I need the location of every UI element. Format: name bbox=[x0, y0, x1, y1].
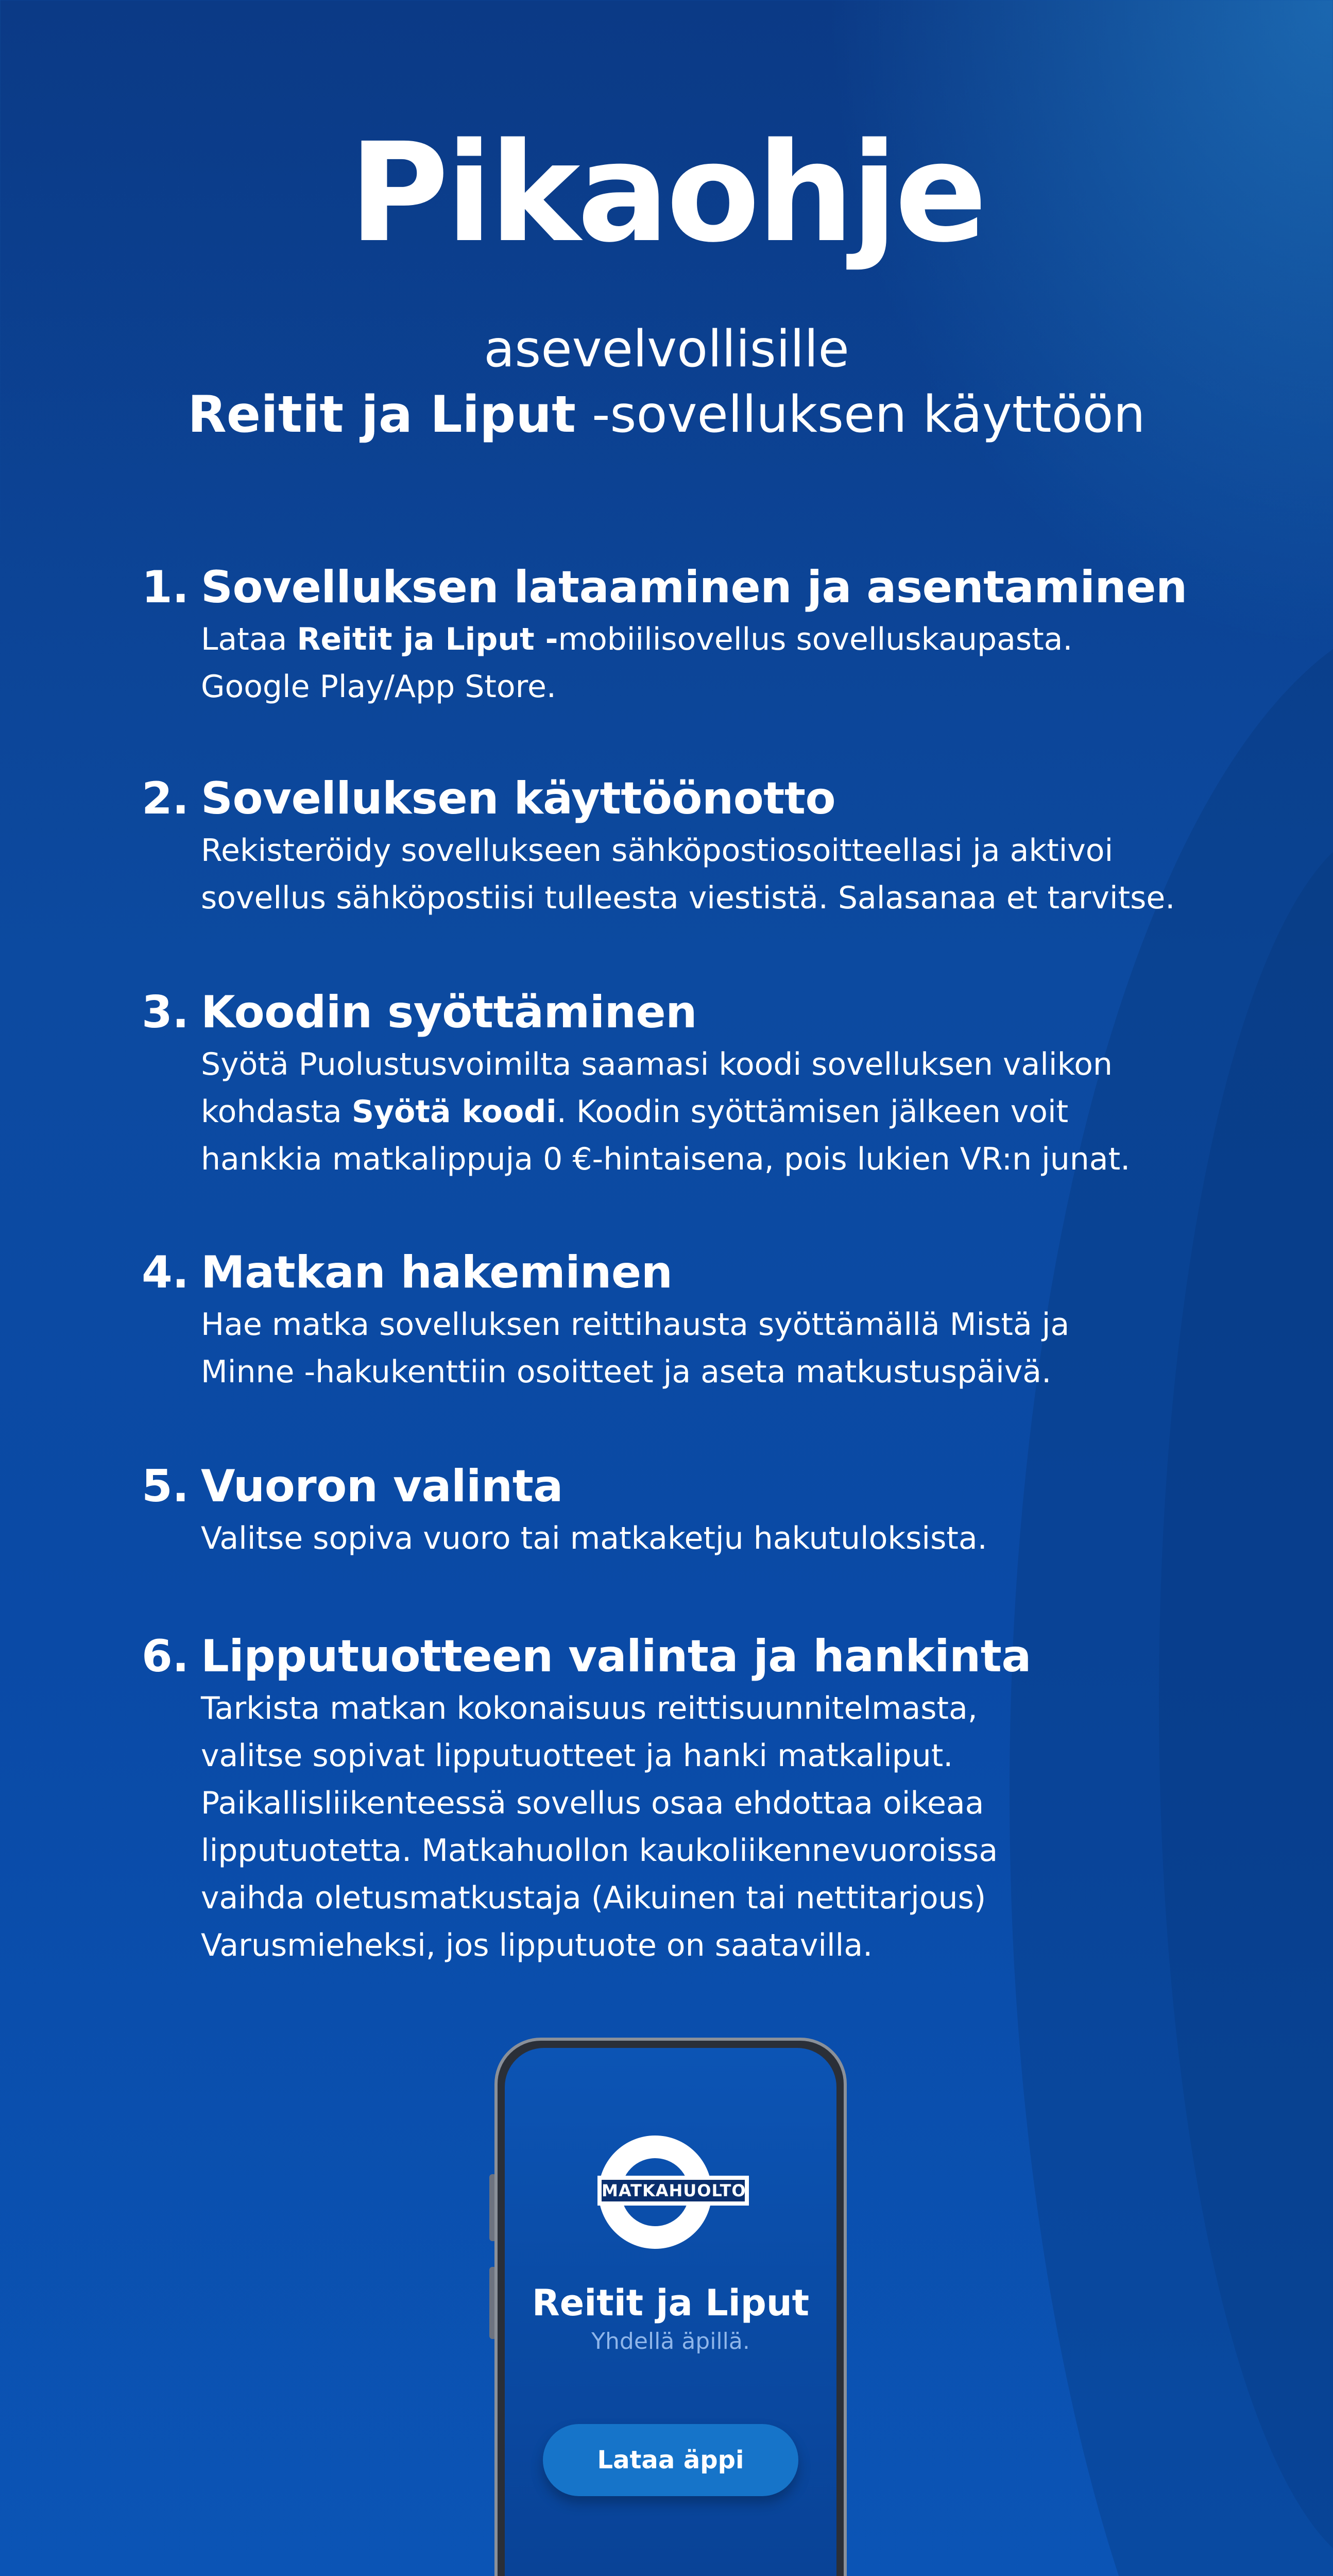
step-number: 4. bbox=[142, 1247, 189, 1298]
step-body-line bbox=[201, 663, 1257, 710]
step-body-line bbox=[201, 1874, 1257, 1922]
step-body-line bbox=[201, 1827, 1257, 1874]
step-body-text: Lataa bbox=[201, 621, 297, 657]
step-body-text: sovellus sähköpostiisi tulleesta viestistä. Salasanaa et tarvitse. bbox=[201, 880, 1175, 916]
step-body-text: Varusmieheksi, jos lipputuote on saatavilla. bbox=[201, 1927, 873, 1963]
step-number: 6. bbox=[142, 1631, 189, 1682]
step-body-text: Paikallisliikenteessä sovellus osaa ehdottaa oikeaa bbox=[201, 1785, 984, 1821]
step-body-text: Rekisteröidy sovellukseen sähköpostiosoitteellasi ja aktivoi bbox=[201, 833, 1114, 869]
step-body-text: Google Play/App Store. bbox=[201, 669, 556, 705]
step-title: Sovelluksen lataaminen ja asentaminen bbox=[201, 562, 1187, 613]
app-title: Reitit ja Liput bbox=[532, 2282, 810, 2324]
matkahuolto-logo-text: MATKAHUOLTO bbox=[602, 2181, 746, 2200]
step-title: Matkan hakeminen bbox=[201, 1247, 673, 1298]
step-body-text: mobiilisovellus sovelluskaupasta. bbox=[558, 621, 1073, 657]
step-body-line bbox=[201, 827, 1257, 874]
step-body bbox=[201, 616, 1257, 710]
step-body-emphasis: Reitit ja Liput - bbox=[297, 621, 558, 657]
step-3 bbox=[142, 984, 1223, 1183]
step-body-text: Syötä Puolustusvoimilta saamasi koodi sovelluksen valikon bbox=[201, 1046, 1113, 1082]
phone-screen bbox=[505, 2048, 836, 2576]
step-body-line bbox=[201, 616, 1257, 663]
step-body-line bbox=[201, 1685, 1257, 1732]
step-1 bbox=[142, 559, 1223, 710]
step-body bbox=[201, 827, 1257, 922]
step-body bbox=[201, 1515, 1257, 1562]
step-body bbox=[201, 1301, 1257, 1396]
step-6 bbox=[142, 1628, 1223, 1969]
subtitle-rest: -sovelluksen käyttöön bbox=[575, 385, 1146, 444]
app-tagline: Yhdellä äpillä. bbox=[591, 2328, 750, 2354]
step-body-text: Tarkista matkan kokonaisuus reittisuunnitelmasta, bbox=[201, 1690, 978, 1726]
step-body-text: vaihda oletusmatkustaja (Aikuinen tai nettitarjous) bbox=[201, 1880, 986, 1916]
phone-mockup bbox=[494, 2038, 847, 2576]
step-2 bbox=[142, 770, 1223, 922]
step-title: Koodin syöttäminen bbox=[201, 987, 697, 1038]
step-title: Vuoron valinta bbox=[201, 1461, 563, 1512]
step-body-line bbox=[201, 1348, 1257, 1396]
step-4 bbox=[142, 1244, 1223, 1396]
step-body-text: valitse sopivat lipputuotteet ja hanki matkaliput. bbox=[201, 1738, 953, 1774]
step-body-text: Minne -hakukenttiin osoitteet ja aseta matkustuspäivä. bbox=[201, 1354, 1052, 1390]
step-body-text: hankkia matkalippuja 0 €-hintaisena, pois lukien VR:n junat. bbox=[201, 1141, 1131, 1177]
step-body-text: . Koodin syöttämisen jälkeen voit bbox=[556, 1094, 1069, 1130]
step-title: Lipputuotteen valinta ja hankinta bbox=[201, 1631, 1031, 1682]
page-title: Pikaohje bbox=[349, 114, 984, 273]
subtitle-line-1: asevelvollisille bbox=[484, 320, 849, 379]
subtitle-app-name: Reitit ja Liput bbox=[187, 385, 576, 444]
step-body-line bbox=[201, 1041, 1257, 1088]
step-number: 5. bbox=[142, 1461, 189, 1512]
step-body-line bbox=[201, 1301, 1257, 1348]
step-body-text: lipputuotetta. Matkahuollon kaukoliikennevuoroissa bbox=[201, 1833, 998, 1869]
subtitle-line-2 bbox=[0, 384, 1333, 446]
download-app-button[interactable]: Lataa äppi bbox=[543, 2424, 798, 2496]
step-body bbox=[201, 1685, 1257, 1969]
step-body-line bbox=[201, 1922, 1257, 1969]
step-body-line bbox=[201, 1515, 1257, 1562]
step-title: Sovelluksen käyttöönotto bbox=[201, 773, 836, 824]
step-body-emphasis: Syötä koodi bbox=[351, 1094, 557, 1130]
step-body-text: kohdasta bbox=[201, 1094, 352, 1130]
step-5 bbox=[142, 1458, 1223, 1562]
step-body bbox=[201, 1041, 1257, 1183]
step-number: 2. bbox=[142, 773, 189, 824]
step-body-line bbox=[201, 874, 1257, 922]
step-number: 1. bbox=[142, 562, 189, 613]
step-body-line bbox=[201, 1780, 1257, 1827]
step-body-line bbox=[201, 1136, 1257, 1183]
step-body-text: Valitse sopiva vuoro tai matkaketju hakutuloksista. bbox=[201, 1520, 987, 1556]
step-body-line bbox=[201, 1732, 1257, 1780]
step-body-line bbox=[201, 1088, 1257, 1136]
step-number: 3. bbox=[142, 987, 189, 1038]
step-body-text: Hae matka sovelluksen reittihausta syöttämällä Mistä ja bbox=[201, 1307, 1070, 1343]
